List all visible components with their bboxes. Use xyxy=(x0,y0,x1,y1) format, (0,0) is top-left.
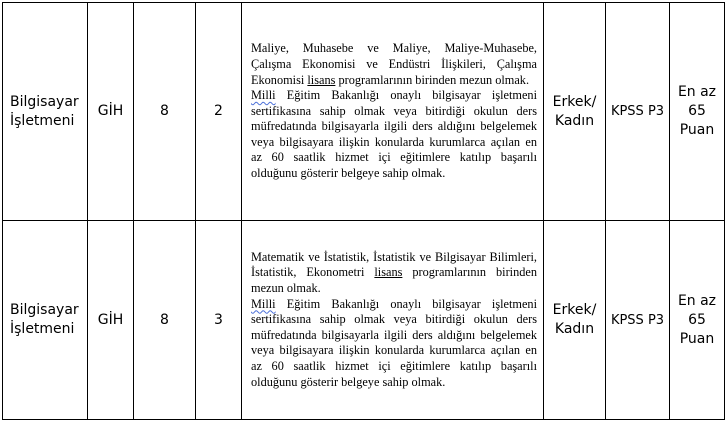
position-count-cell: 3 xyxy=(196,221,242,420)
positions-table xyxy=(2,2,725,420)
qualifications-cell xyxy=(242,221,544,420)
min-score-line2: 65 xyxy=(688,311,706,328)
qualifications-cell xyxy=(242,3,544,221)
position-title-line2: İşletmeni xyxy=(10,321,75,337)
gender-cell xyxy=(544,3,606,221)
min-score-line1: En az xyxy=(677,292,717,309)
class-code-cell: GİH xyxy=(88,221,134,420)
table-row xyxy=(3,221,725,420)
certificate-requirement: Milli Eğitim Bakanlığı onaylı bilgisayar işletmeni sertifikasına sahip olmak veya bitirdiği okulun ders müfredatında bilgisayarla ilgili ders aldığını belgelemek veya bilgisayara ilişkin konularda kurumlarca açılan en az 60 saatlik hizmet içi eğitimlere katılıp başarılı olduğunu gösterir belgeye sahip olmak. xyxy=(251,296,537,389)
grade-cell: 8 xyxy=(134,3,196,221)
grade-cell: 8 xyxy=(134,221,196,420)
education-requirement: Matematik ve İstatistik, İstatistik ve Bilgisayar Bilimleri, İstatistik, Ekonometri lisans programlarının birinden mezun olmak. xyxy=(251,249,538,296)
min-score-line3: Puan xyxy=(679,122,715,138)
position-title-line2: İşletmeni xyxy=(10,112,75,129)
min-score-cell xyxy=(670,3,725,221)
class-code-cell: GİH xyxy=(88,3,134,221)
gender-line2: Kadın xyxy=(554,321,595,337)
gender-line2: Kadın xyxy=(554,112,595,129)
table-row xyxy=(3,3,725,221)
min-score-line3: Puan xyxy=(679,330,715,347)
underlined-word: lisans xyxy=(307,72,336,87)
position-count-cell: 2 xyxy=(196,3,242,221)
education-requirement: Maliye, Muhasebe ve Maliye, Maliye-Muhasebe, Çalışma Ekonomisi ve Endüstri İlişkileri, Çalışma Ekonomisi lisans programlarının birinden mezun olmak. xyxy=(251,41,537,87)
certificate-requirement: Milli Eğitim Bakanlığı onaylı bilgisayar işletmeni sertifikasına sahip olmak veya bitirdiği okulun ders müfredatında bilgisayarla ilgili ders aldığını belgelemek veya bilgisayara ilişkin konularda kurumlarca açılan en az 60 saatlik hizmet içi eğitimlere katılıp başarılı olduğunu gösterir belgeye sahip olmak. xyxy=(251,88,537,181)
min-score-cell xyxy=(670,221,725,420)
position-title-cell xyxy=(3,221,88,420)
exam-type-cell: KPSS P3 xyxy=(606,221,670,420)
underlined-word: lisans xyxy=(374,265,403,280)
min-score-line1: En az xyxy=(677,84,717,100)
gender-line1: Erkek/ xyxy=(552,93,597,110)
min-score-line2: 65 xyxy=(688,103,706,119)
exam-type-cell: KPSS P3 xyxy=(606,3,670,221)
spellcheck-marked-word: Milli xyxy=(251,296,276,311)
position-title-cell xyxy=(3,3,88,221)
gender-cell xyxy=(544,221,606,420)
spellcheck-marked-word: Milli xyxy=(251,88,276,103)
position-title-line1: Bilgisayar xyxy=(10,302,79,318)
gender-line1: Erkek/ xyxy=(552,302,597,318)
position-title-line1: Bilgisayar xyxy=(10,93,79,110)
